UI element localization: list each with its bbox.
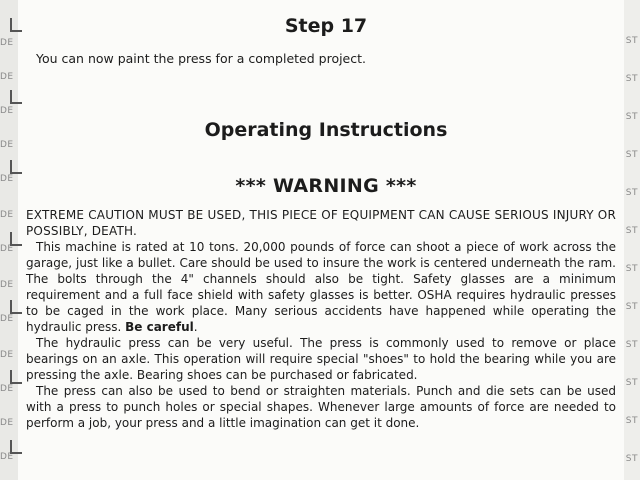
binder-notch <box>10 90 22 104</box>
right-margin-tab: ST <box>625 36 638 46</box>
right-margin-tab: ST <box>625 188 638 198</box>
left-margin-tab: DE <box>0 38 14 48</box>
useful-paragraph: The hydraulic press can be very useful. The press is commonly used to remove or place bearings on an axle. This operation will require special "shoes" to hold the bearing while you are pressing the axle. Bearing shoes can be purchased or fabricated. <box>26 336 616 382</box>
right-margin-tab: ST <box>625 302 638 312</box>
binder-notch <box>10 440 22 454</box>
rating-text: This machine is rated at 10 tons. 20,000 pounds of force can shoot a piece of work across the garage, just like a bullet. Care should be used to insure the work is centered underneath the ram. The bolts through the 4" channels should also be tight. Safety glasses are a minimum requirement and a full face shield with safety glasses is better. OSHA requires hydraulic presses to be caged in the work place. Many serious accidents have happened while operating the hydraulic press. <box>26 240 616 334</box>
rating-paragraph <box>26 239 616 335</box>
left-margin-tab: DE <box>0 210 14 220</box>
left-margin-tab: DE <box>0 72 14 82</box>
rating-end: . <box>193 320 198 334</box>
binder-notch <box>10 300 22 314</box>
left-margin-tab: DE <box>0 384 14 394</box>
right-margin-tab: ST <box>625 226 638 236</box>
right-margin-tab: ST <box>625 150 638 160</box>
left-margin-tab: DE <box>0 244 14 254</box>
left-margin-tab: DE <box>0 452 14 462</box>
left-margin-tab: DE <box>0 106 14 116</box>
step-heading: Step 17 <box>284 15 368 37</box>
caution-paragraph: EXTREME CAUTION MUST BE USED, THIS PIECE OF EQUIPMENT CAN CAUSE SERIOUS INJURY OR POSSIBLY, DEATH. <box>26 208 616 238</box>
be-careful-emphasis: Be careful <box>125 320 194 334</box>
instructions-body <box>26 207 616 431</box>
binder-notch <box>10 370 22 384</box>
left-margin-tab: DE <box>0 280 14 290</box>
right-margin-tab: ST <box>625 378 638 388</box>
right-margin-tab: ST <box>625 454 638 464</box>
right-margin-tab: ST <box>625 74 638 84</box>
binder-notch <box>10 232 22 246</box>
bend-paragraph: The press can also be used to bend or straighten materials. Punch and die sets can be used with a press to punch holes or special shapes. Whenever large amounts of force are needed to perform a job, your press and a little imagination can get it done. <box>26 384 616 430</box>
right-margin-tab: ST <box>625 112 638 122</box>
binder-notch <box>10 18 22 32</box>
binder-notch <box>10 160 22 174</box>
right-binder-strip <box>624 0 640 480</box>
left-margin-tab: DE <box>0 418 14 428</box>
warning-heading: *** WARNING *** <box>235 175 417 197</box>
left-margin-tab: DE <box>0 350 14 360</box>
right-margin-tab: ST <box>625 264 638 274</box>
right-margin-tab: ST <box>625 416 638 426</box>
left-margin-tab: DE <box>0 314 14 324</box>
left-margin-tab: DE <box>0 174 14 184</box>
right-margin-tab: ST <box>625 340 638 350</box>
step-description: You can now paint the press for a completed project. <box>36 51 366 66</box>
section-heading: Operating Instructions <box>204 119 448 141</box>
left-margin-tab: DE <box>0 140 14 150</box>
